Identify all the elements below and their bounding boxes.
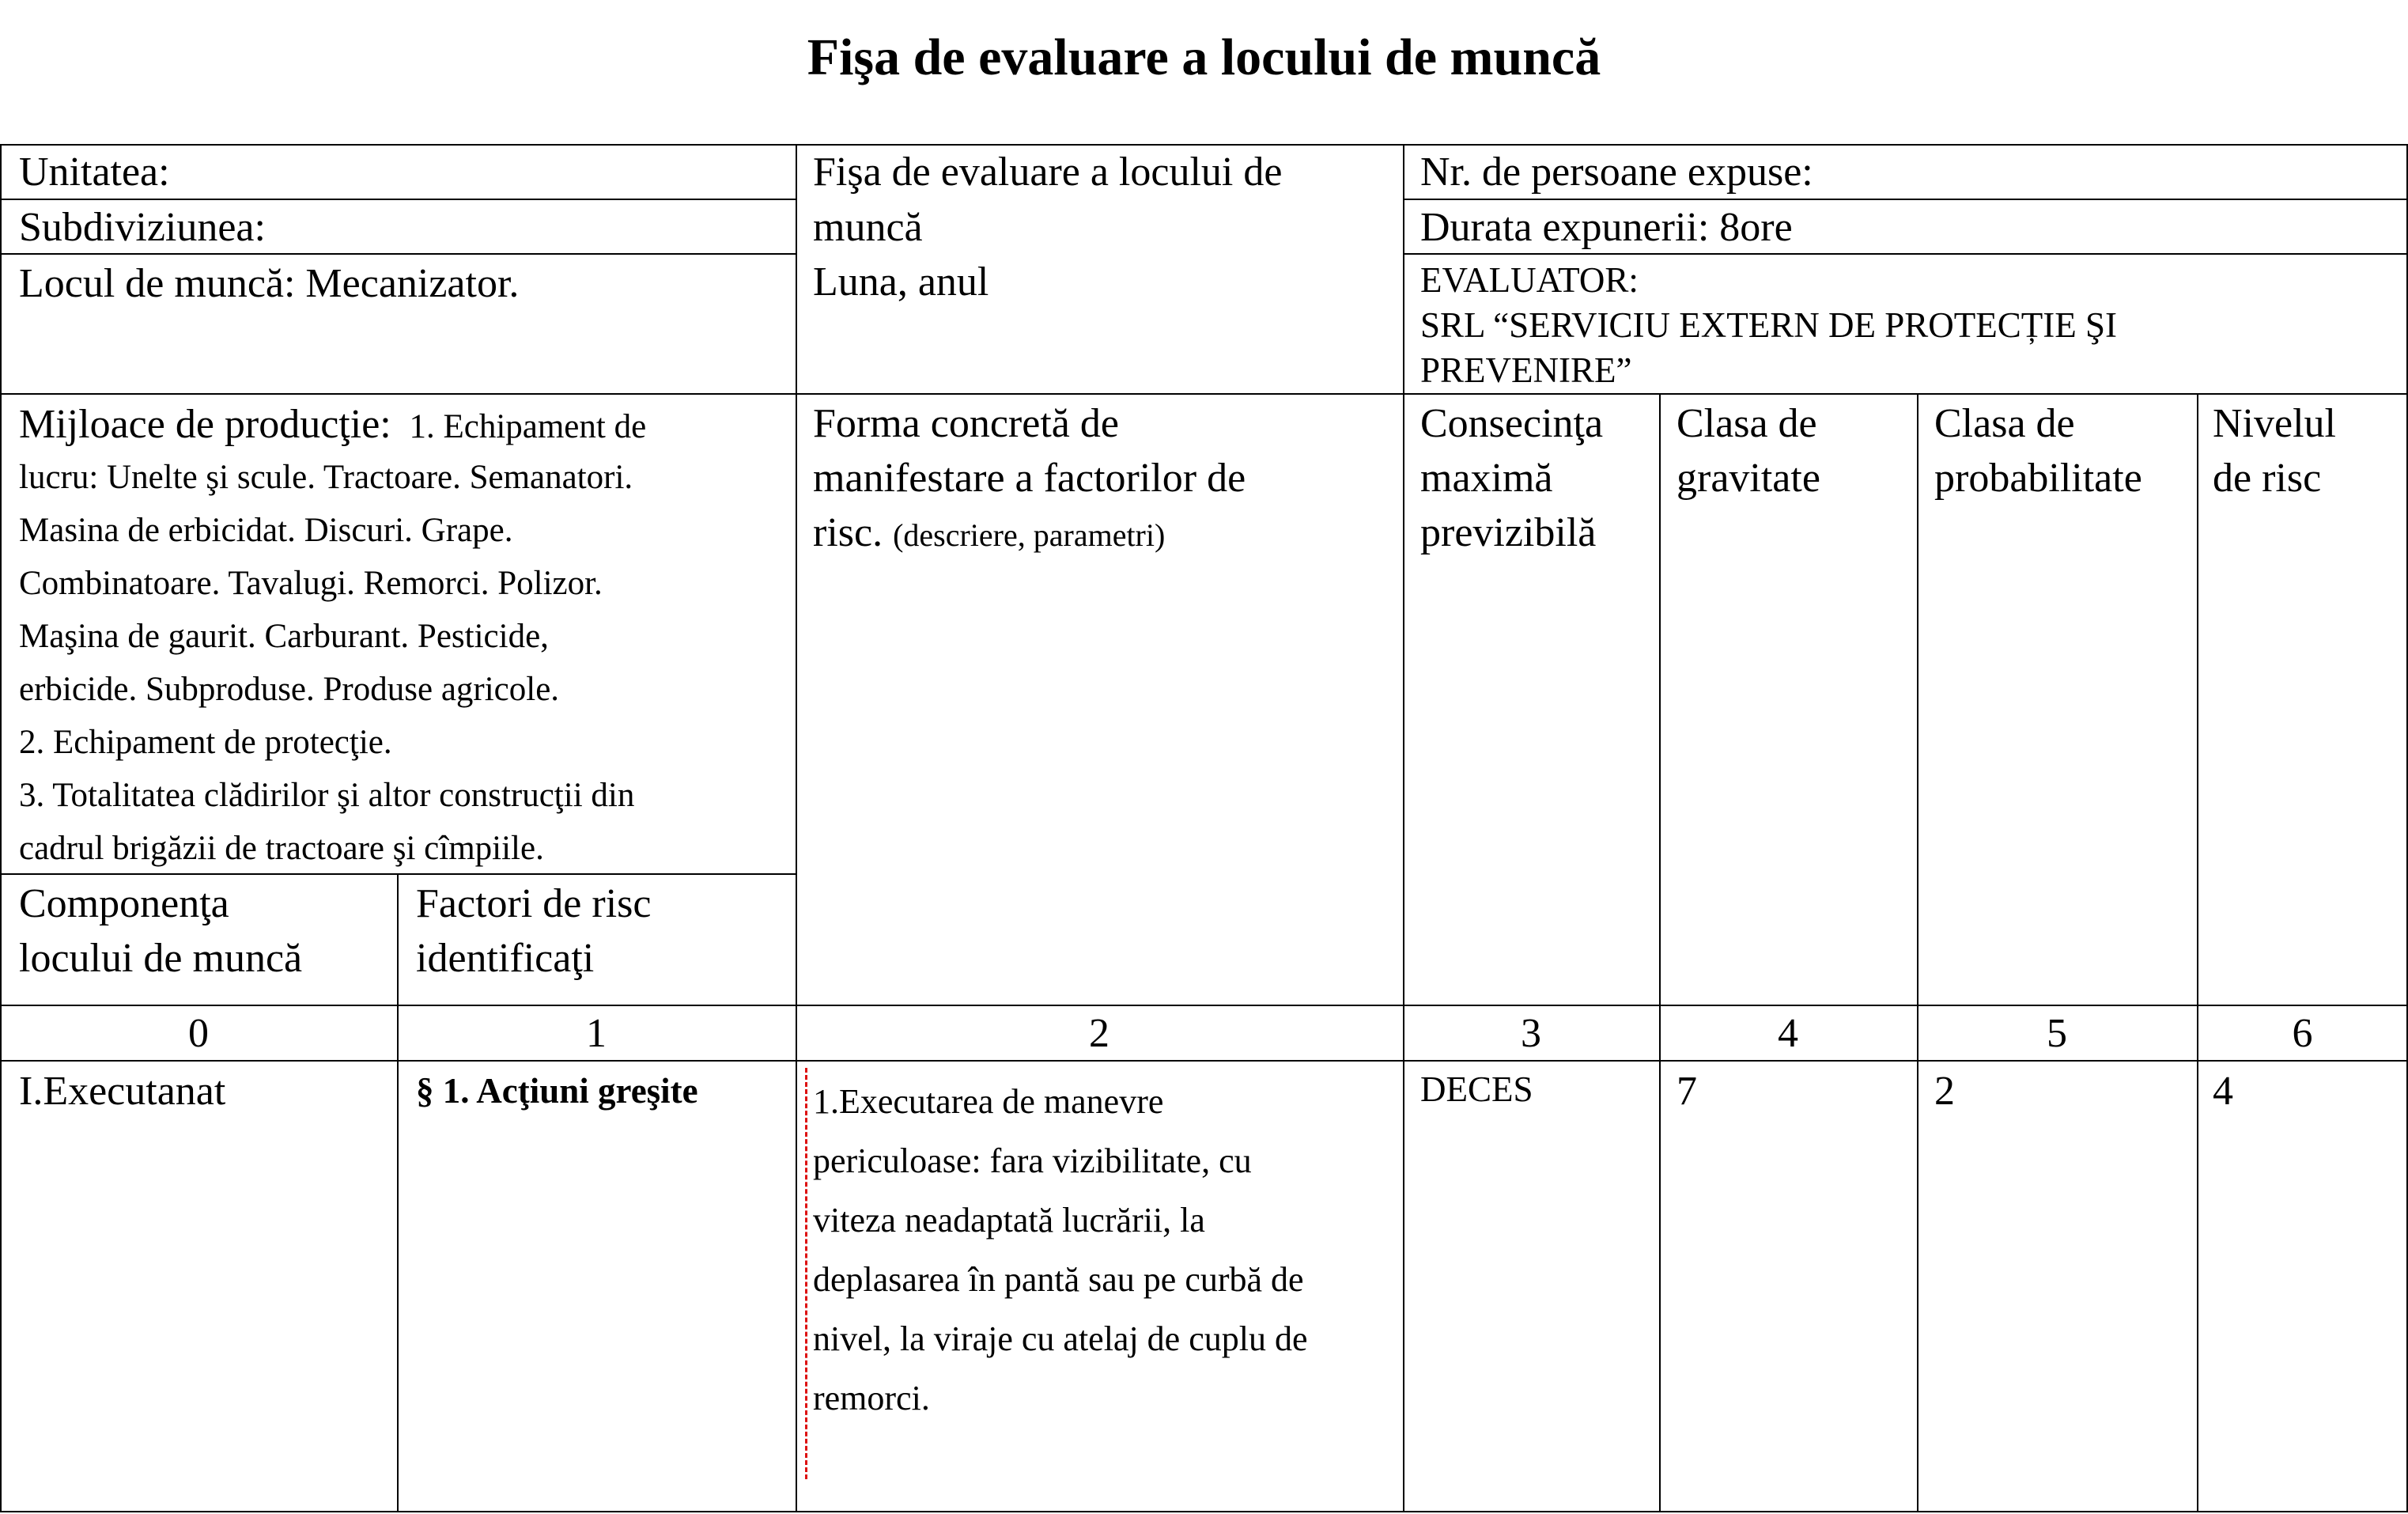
descriere-line: 1.Executarea de manevre <box>813 1082 1164 1121</box>
page-title: Fişa de evaluare a locului de muncă <box>807 28 1601 86</box>
probabilitate-header-line-1: Clasa de <box>1934 401 2075 446</box>
column-number: 6 <box>2292 1011 2313 1056</box>
mijloace-line: erbicide. Subproduse. Produse agricole. <box>19 671 560 708</box>
column-divider <box>1659 393 1661 1512</box>
column-number: 4 <box>1778 1011 1798 1056</box>
probabilitate-header-line-2: probabilitate <box>1934 456 2142 501</box>
column-divider <box>1403 144 1404 1512</box>
table-border-bottom <box>0 1511 2408 1512</box>
unitatea-label: Unitatea: <box>19 150 170 195</box>
table-border-left <box>0 144 2 1512</box>
durata-expunerii-label: Durata expunerii: 8ore <box>1420 205 1793 250</box>
column-number: 5 <box>2047 1011 2067 1056</box>
mijloace-line: Masina de erbicidat. Discuri. Grape. <box>19 512 513 549</box>
gravitate-header-line-1: Clasa de <box>1677 401 1817 446</box>
mijloace-line: lucru: Unelte şi scule. Tractoare. Semanatori. <box>19 459 633 496</box>
fisa-line-3: Luna, anul <box>813 259 989 305</box>
factor-cell: § 1. Acţiuni greşite <box>416 1071 698 1111</box>
row-divider <box>0 393 2408 395</box>
consecinta-header-line-2: maximă <box>1420 456 1553 501</box>
forma-header-risc: risc. <box>813 510 883 555</box>
consecinta-header-line-1: Consecinţa <box>1420 401 1604 446</box>
column-number: 3 <box>1521 1011 1541 1056</box>
fisa-line-1: Fişa de evaluare a locului de <box>813 150 1283 195</box>
componenta-header-line-2: locului de muncă <box>19 936 303 981</box>
column-divider <box>2197 393 2198 1512</box>
probabilitate-cell: 2 <box>1934 1069 1955 1114</box>
column-divider <box>796 144 797 1512</box>
componenta-cell: I.Executanat <box>19 1069 226 1114</box>
factori-header-line-2: identificaţi <box>416 936 595 981</box>
gravitate-cell: 7 <box>1677 1069 1697 1114</box>
componenta-header-line-1: Componenţa <box>19 881 229 926</box>
forma-header-line-1: Forma concretă de <box>813 401 1119 446</box>
gravitate-header-line-2: gravitate <box>1677 456 1820 501</box>
nivel-header-line-2: de risc <box>2213 456 2322 501</box>
nivel-cell: 4 <box>2213 1069 2233 1114</box>
descriere-line: periculoase: fara vizibilitate, cu <box>813 1141 1252 1180</box>
column-divider <box>397 873 399 1512</box>
column-number: 2 <box>1089 1011 1109 1056</box>
persoane-expuse-label: Nr. de persoane expuse: <box>1420 150 1813 195</box>
locul-de-munca-label: Locul de muncă: Mecanizator. <box>19 261 520 306</box>
evaluator-name-line-1: SRL “SERVICIU EXTERN DE PROTECȚIE ŞI <box>1420 305 2117 345</box>
evaluator-label: EVALUATOR: <box>1420 260 1639 300</box>
factori-header-line-1: Factori de risc <box>416 881 652 926</box>
descriere-line: nivel, la viraje cu atelaj de cuplu de <box>813 1319 1308 1358</box>
consecinta-cell: DECES <box>1420 1069 1533 1109</box>
column-divider <box>1917 393 1918 1512</box>
descriere-line: deplasarea în pantă sau pe curbă de <box>813 1260 1304 1299</box>
descriere-line: remorci. <box>813 1379 930 1417</box>
mijloace-line: 2. Echipament de protecţie. <box>19 724 392 761</box>
mijloace-line: cadrul brigăzii de tractoare şi cîmpiile. <box>19 830 544 867</box>
nivel-header-line-1: Nivelul <box>2213 401 2336 446</box>
mijloace-line: Combinatoare. Tavalugi. Remorci. Polizor. <box>19 565 603 602</box>
forma-header-line-3 <box>813 505 1165 562</box>
mijloace-item: 1. Echipament de <box>409 408 647 445</box>
fisa-line-2: muncă <box>813 205 923 250</box>
forma-header-note: (descriere, parametri) <box>893 517 1166 553</box>
subdiviziunea-label: Subdiviziunea: <box>19 205 266 250</box>
descriere-line: viteza neadaptată lucrării, la <box>813 1201 1205 1240</box>
mijloace-line: Maşina de gaurit. Carburant. Pesticide, <box>19 618 549 655</box>
mijloace-line <box>19 398 646 453</box>
mijloace-line: 3. Totalitatea clădirilor şi altor construcţii din <box>19 777 635 814</box>
consecinta-header-line-3: previzibilă <box>1420 510 1597 555</box>
forma-header-line-2: manifestare a factorilor de <box>813 456 1246 501</box>
column-number: 1 <box>586 1011 607 1056</box>
text-cursor-marker <box>805 1068 807 1479</box>
evaluator-name-line-2: PREVENIRE” <box>1420 350 1632 390</box>
column-number: 0 <box>188 1011 209 1056</box>
mijloace-heading: Mijloace de producţie: <box>19 402 391 447</box>
